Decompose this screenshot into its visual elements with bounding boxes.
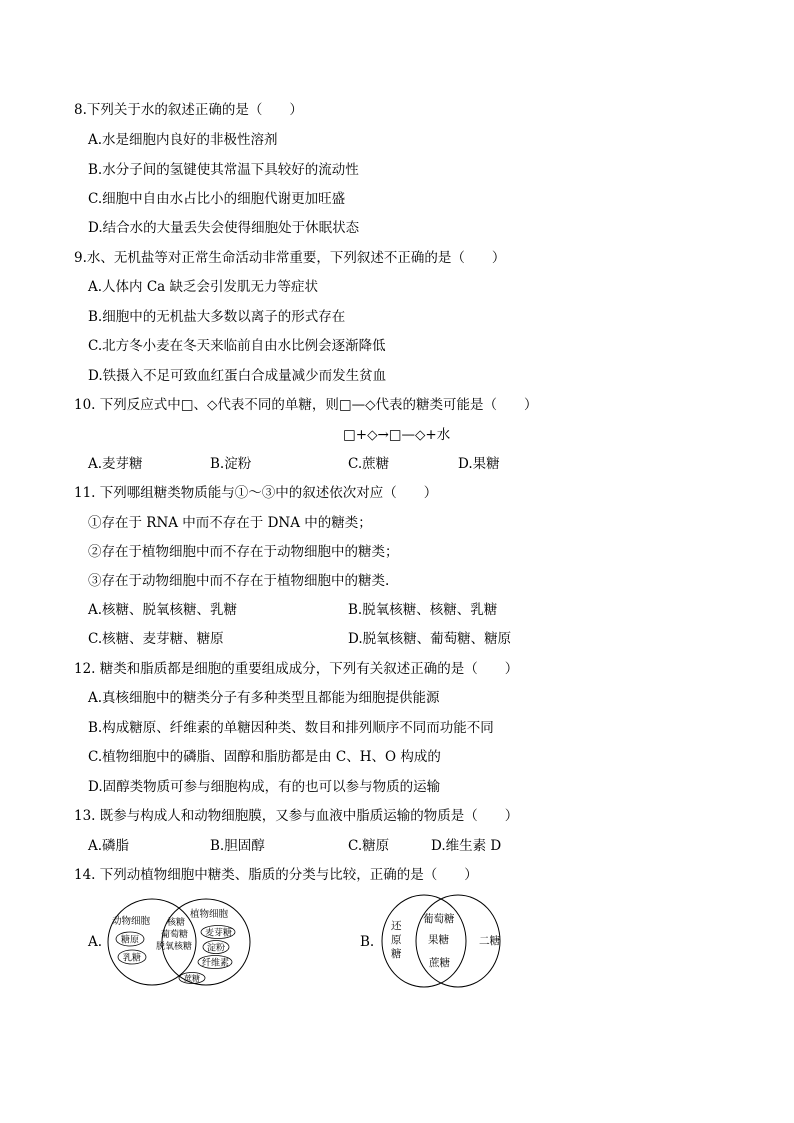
venn-b-left-text-3: 糖: [391, 948, 402, 960]
venn-a-right-item-4: 蔗糖: [184, 974, 200, 983]
q10-formula: □+◇→□—◇+水: [343, 427, 451, 443]
q12-option-a: A.真核细胞中的糖类分子有多种类型且都能为细胞提供能源: [88, 690, 440, 706]
q12-option-d: D.固醇类物质可参与细胞构成，有的也可以参与物质的运输: [88, 779, 441, 795]
q10-option-c: C.蔗糖: [348, 456, 390, 472]
q10-option-a: A.麦芽糖: [88, 456, 143, 472]
venn-b-middle-item-3: 蔗糖: [429, 957, 450, 969]
q11-statement-1: ①存在于 RNA 中而不存在于 DNA 中的糖类；: [88, 515, 372, 531]
venn-b-middle-item-2: 果糖: [428, 934, 449, 946]
q13-option-d: D.维生素 D: [431, 838, 502, 854]
q11-statement-3: ③存在于动物细胞中而不存在于植物细胞中的糖类.: [88, 573, 390, 589]
venn-a-right-item-3: 纤维素: [202, 958, 230, 969]
q9-stem: 9.水、无机盐等对正常生命活动非常重要，下列叙述不正确的是（ ）: [74, 250, 506, 266]
q8-option-a: A.水是细胞内良好的非极性溶剂: [88, 132, 278, 148]
q11-option-c: C.核糖、麦芽糖、糖原: [88, 631, 224, 647]
q9-option-a: A.人体内 Ca 缺乏会引发肌无力等症状: [88, 279, 319, 295]
q12-stem: 12. 糖类和脂质都是细胞的重要组成成分，下列有关叙述正确的是（ ）: [74, 661, 519, 677]
q11-option-a: A.核糖、脱氧核糖、乳糖: [88, 602, 238, 618]
q11-statement-2: ②存在于植物细胞中而不存在于动物细胞中的糖类；: [88, 544, 399, 560]
venn-a-left-title: 动物细胞: [112, 916, 151, 927]
venn-a-middle-item-3: 脱氧核糖: [156, 942, 193, 952]
q8-option-c: C.细胞中自由水占比小的细胞代谢更加旺盛: [88, 191, 346, 207]
venn-a-left-item-1: 糖原: [121, 935, 140, 946]
q9-option-c: C.北方冬小麦在冬天来临前自由水比例会逐渐降低: [88, 338, 386, 354]
venn-b-middle-item-1: 葡萄糖: [423, 913, 455, 925]
q9-option-b: B.细胞中的无机盐大多数以离子的形式存在: [88, 309, 346, 325]
q14-venn-diagram-a: [104, 896, 254, 988]
q11-stem: 11. 下列哪组糖类物质能与①～③中的叙述依次对应（ ）: [74, 485, 438, 501]
venn-b-right-text: 二糖: [479, 935, 500, 947]
venn-a-middle-item-1: 核糖: [167, 918, 186, 928]
q10-stem: 10. 下列反应式中□、◇代表不同的单糖，则□—◇代表的糖类可能是（ ）: [74, 397, 538, 413]
q12-option-c: C.植物细胞中的磷脂、固醇和脂肪都是由 C、H、O 构成的: [88, 749, 441, 765]
q14-venn-diagram-b: [378, 893, 508, 989]
q8-option-b: B.水分子间的氢键使其常温下具较好的流动性: [88, 162, 359, 178]
q10-option-d: D.果糖: [458, 456, 500, 472]
q14-stem: 14. 下列动植物细胞中糖类、脂质的分类与比较，正确的是（ ）: [74, 867, 478, 883]
venn-a-right-item-2: 淀粉: [207, 943, 226, 954]
venn-b-left-text-1: 还: [391, 920, 402, 932]
q8-stem: 8.下列关于水的叙述正确的是（ ）: [74, 102, 303, 118]
q11-option-d: D.脱氧核糖、葡萄糖、糖原: [348, 631, 512, 647]
q13-option-b: B.胆固醇: [210, 838, 265, 854]
q9-option-d: D.铁摄入不足可致血红蛋白合成量减少而发生贫血: [88, 368, 387, 384]
q12-option-b: B.构成糖原、纤维素的单糖因种类、数目和排列顺序不同而功能不同: [88, 720, 494, 736]
q14-figure-a-label: A.: [88, 934, 103, 950]
q13-option-c: C.糖原: [348, 838, 390, 854]
venn-a-right-title: 植物细胞: [190, 909, 229, 920]
q10-option-b: B.淀粉: [210, 456, 252, 472]
q8-option-d: D.结合水的大量丢失会使得细胞处于休眠状态: [88, 220, 360, 236]
venn-a-middle-item-2: 葡萄糖: [161, 930, 189, 940]
venn-a-left-item-2: 乳糖: [123, 953, 142, 964]
venn-a-right-item-1: 麦芽糖: [205, 928, 233, 939]
venn-b-left-text-2: 原: [391, 934, 402, 946]
q11-option-b: B.脱氧核糖、核糖、乳糖: [348, 602, 498, 618]
q14-figure-b-label: B.: [360, 934, 375, 950]
q13-option-a: A.磷脂: [88, 838, 130, 854]
q13-stem: 13. 既参与构成人和动物细胞膜，又参与血液中脂质运输的物质是（ ）: [74, 808, 519, 824]
